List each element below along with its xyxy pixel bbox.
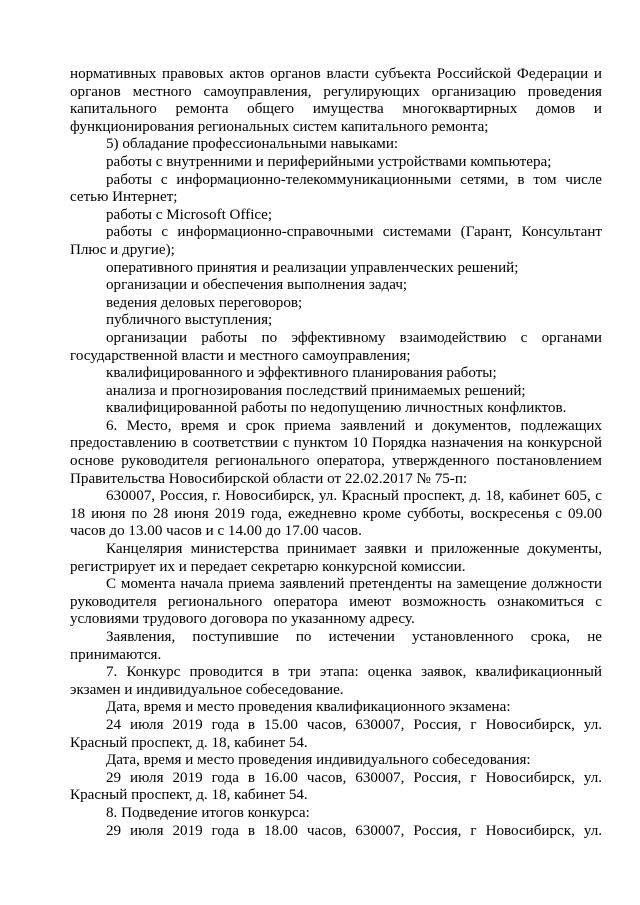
paragraph: 29 июля 2019 года в 18.00 часов, 630007, Россия, г Новосибирск, ул. (106, 822, 602, 839)
paragraph: публичного выступления; (106, 312, 273, 329)
paragraph: организации работы по эффективному взаимодействию с органами государственной власти и местного самоуправления; (70, 329, 602, 364)
paragraph: нормативных правовых актов органов власти субъекта Российской Федерации и органов местного самоуправления, регулирующих организацию проведения капитального ремонта общего имущества многоквартирных домов и функционирования региональных систем капитального ремонта; (70, 66, 602, 135)
paragraph: организации и обеспечения выполнения задач; (106, 277, 408, 294)
paragraph: 630007, Россия, г. Новосибирск, ул. Красный проспект, д. 18, кабинет 605, с 18 июня по 28 июня 2019 года, ежедневно кроме субботы, воскресенья с 09.00 часов до 13.00 часов и с 14.00 до 17.00 часов. (70, 488, 602, 540)
paragraph: ведения деловых переговоров; (106, 294, 303, 311)
paragraph: Канцелярия министерства принимает заявки и приложенные документы, регистрирует их и передает секретарю конкурсной комиссии. (70, 541, 602, 575)
paragraph: работы с информационно-справочными системами (Гарант, Консультант Плюс и другие); (70, 224, 602, 258)
paragraph: анализа и прогнозирования последствий принимаемых решений; (106, 382, 526, 399)
paragraph: квалифицированного и эффективного планирования работы; (106, 365, 497, 382)
paragraph: 5) обладание профессиональными навыками: (106, 136, 399, 153)
paragraph: квалифицированной работы по недопущению личностных конфликтов. (106, 400, 567, 417)
paragraph: работы с Microsoft Office; (106, 206, 273, 223)
paragraph: Дата, время и место проведения квалификационного экзамена: (106, 699, 511, 716)
paragraph: работы с информационно-телекоммуникационными сетями, в том числе сетью Интернет; (70, 171, 602, 206)
paragraph: работы с внутренними и периферийными устройствами компьютера; (106, 153, 552, 170)
paragraph: Заявления, поступившие по истечении установленного срока, не принимаются. (70, 629, 602, 663)
paragraph: оперативного принятия и реализации управленческих решений; (106, 259, 519, 276)
paragraph: 7. Конкурс проводится в три этапа: оценка заявок, квалификационный экзамен и индивидуальное собеседование. (70, 664, 602, 698)
paragraph: 6. Место, время и срок приема заявлений и документов, подлежащих предоставлению в соответствии с пунктом 10 Порядка назначения на конкурсной основе руководителя регионального оператора, утвержденного постановлением Правительства Новосибирской области от 22.02.2017 № 75-п: (70, 417, 602, 487)
document-body (70, 66, 602, 840)
paragraph: 29 июля 2019 года в 16.00 часов, 630007, Россия, г Новосибирск, ул. Красный проспект, д. 18, кабинет 54. (70, 769, 602, 804)
paragraph: С момента начала приема заявлений претенденты на замещение должности руководителя регионального оператора имеют возможность ознакомиться с условиями трудового договора по указанному адресу. (70, 576, 602, 628)
paragraph: 8. Подведение итогов конкурса: (106, 804, 310, 821)
paragraph: Дата, время и место проведения индивидуального собеседования: (106, 752, 531, 769)
paragraph: 24 июля 2019 года в 15.00 часов, 630007, Россия, г Новосибирск, ул. Красный проспект, д. 18, кабинет 54. (70, 716, 602, 751)
